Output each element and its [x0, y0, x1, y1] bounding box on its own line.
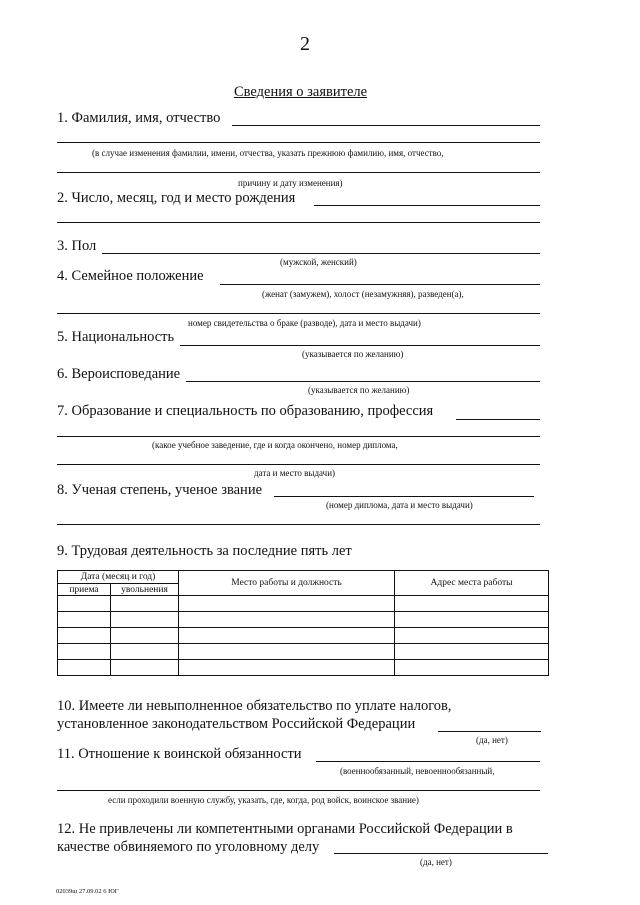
- field-10-label-line-1: 10. Имеете ли невыполненное обязательство по уплате налогов,: [57, 698, 452, 714]
- end-date-cell[interactable]: [111, 596, 179, 612]
- table-row: [58, 644, 549, 660]
- field-2-input-line-2[interactable]: [57, 222, 540, 223]
- place-header: Место работы и должность: [179, 571, 395, 596]
- table-row: [58, 612, 549, 628]
- section-title: Сведения о заявителе: [234, 84, 368, 100]
- field-6-hint: (указывается по желанию): [308, 385, 410, 395]
- field-11-input-line-2[interactable]: [57, 790, 540, 791]
- start-date-header: приема: [58, 584, 111, 596]
- field-5-label: 5. Национальность: [57, 329, 175, 345]
- place-cell[interactable]: [179, 628, 395, 644]
- field-8-label: 8. Ученая степень, ученое звание: [57, 482, 263, 498]
- field-3-label: 3. Пол: [57, 238, 97, 254]
- page-number: 2: [300, 33, 310, 55]
- date-header: Дата (месяц и год): [58, 571, 179, 584]
- field-1-label: 1. Фамилия, имя, отчество: [57, 110, 221, 126]
- field-10-hint: (да, нет): [476, 735, 508, 745]
- address-header: Адрес места работы: [395, 571, 549, 596]
- address-cell[interactable]: [395, 660, 549, 676]
- start-date-cell[interactable]: [58, 596, 111, 612]
- place-cell[interactable]: [179, 644, 395, 660]
- field-10-label-line-2: установленное законодательством Российской Федерации: [57, 716, 416, 732]
- start-date-cell[interactable]: [58, 644, 111, 660]
- field-11-label: 11. Отношение к воинской обязанности: [57, 746, 302, 762]
- field-8-input-line-2[interactable]: [57, 524, 540, 525]
- field-7-input-line-3[interactable]: [57, 464, 540, 465]
- field-12-label-line-1: 12. Не привлечены ли компетентными органами Российской Федерации в: [57, 821, 513, 837]
- address-cell[interactable]: [395, 644, 549, 660]
- field-5-hint: (указывается по желанию): [302, 349, 404, 359]
- field-1-input-line-3[interactable]: [57, 172, 540, 173]
- field-2-label: 2. Число, месяц, год и место рождения: [57, 190, 296, 206]
- address-cell[interactable]: [395, 612, 549, 628]
- field-8-input-line[interactable]: [274, 496, 534, 497]
- table-row: [58, 660, 549, 676]
- field-4-input-line-2[interactable]: [57, 313, 540, 314]
- address-cell[interactable]: [395, 628, 549, 644]
- field-5-input-line[interactable]: [180, 345, 540, 346]
- field-7-input-line-2[interactable]: [57, 436, 540, 437]
- field-1-hint-2: причину и дату изменения): [238, 178, 343, 188]
- start-date-cell[interactable]: [58, 660, 111, 676]
- place-cell[interactable]: [179, 612, 395, 628]
- place-cell[interactable]: [179, 596, 395, 612]
- field-3-input-line[interactable]: [102, 253, 540, 254]
- field-12-label-line-2: качестве обвиняемого по уголовному делу: [57, 839, 320, 855]
- field-6-input-line[interactable]: [186, 381, 540, 382]
- end-date-cell[interactable]: [111, 628, 179, 644]
- field-6-label: 6. Вероисповедание: [57, 366, 181, 382]
- field-7-hint-2: дата и место выдачи): [254, 468, 336, 478]
- field-3-hint: (мужской, женский): [280, 257, 357, 267]
- field-7-label: 7. Образование и специальность по образованию, профессия: [57, 403, 434, 419]
- address-cell[interactable]: [395, 596, 549, 612]
- field-11-input-line[interactable]: [316, 761, 540, 762]
- field-11-hint-1: (военнообязанный, невоеннообязанный,: [340, 766, 495, 776]
- field-8-hint: (номер диплома, дата и место выдачи): [326, 500, 473, 510]
- end-date-cell[interactable]: [111, 644, 179, 660]
- field-9-label: 9. Трудовая деятельность за последние пять лет: [57, 543, 352, 559]
- table-row: [58, 628, 549, 644]
- field-4-hint-2: номер свидетельства о браке (разводе), дата и место выдачи): [188, 318, 421, 328]
- footer-code: 02039ш 27.09.02 6 ЮГ: [56, 888, 119, 895]
- field-12-input-line[interactable]: [334, 853, 548, 854]
- field-1-hint-1: (в случае изменения фамилии, имени, отчества, указать прежнюю фамилию, имя, отчество,: [92, 148, 444, 158]
- work-history-table: [57, 570, 549, 676]
- field-12-hint: (да, нет): [420, 857, 452, 867]
- end-date-cell[interactable]: [111, 612, 179, 628]
- field-10-input-line[interactable]: [438, 731, 541, 732]
- field-1-input-line[interactable]: [232, 125, 540, 126]
- end-date-header: увольнения: [111, 584, 179, 596]
- start-date-cell[interactable]: [58, 612, 111, 628]
- field-4-label: 4. Семейное положение: [57, 268, 204, 284]
- field-11-hint-2: если проходили военную службу, указать, где, когда, род войск, воинское звание): [108, 795, 419, 805]
- field-2-input-line[interactable]: [314, 205, 540, 206]
- table-row: [58, 596, 549, 612]
- field-4-hint-1: (женат (замужем), холост (незамужняя), разведен(а),: [262, 289, 464, 299]
- field-4-input-line[interactable]: [220, 284, 540, 285]
- start-date-cell[interactable]: [58, 628, 111, 644]
- field-7-input-line[interactable]: [456, 419, 540, 420]
- field-7-hint-1: (какое учебное заведение, где и когда окончено, номер диплома,: [152, 440, 398, 450]
- field-1-input-line-2[interactable]: [57, 142, 540, 143]
- place-cell[interactable]: [179, 660, 395, 676]
- end-date-cell[interactable]: [111, 660, 179, 676]
